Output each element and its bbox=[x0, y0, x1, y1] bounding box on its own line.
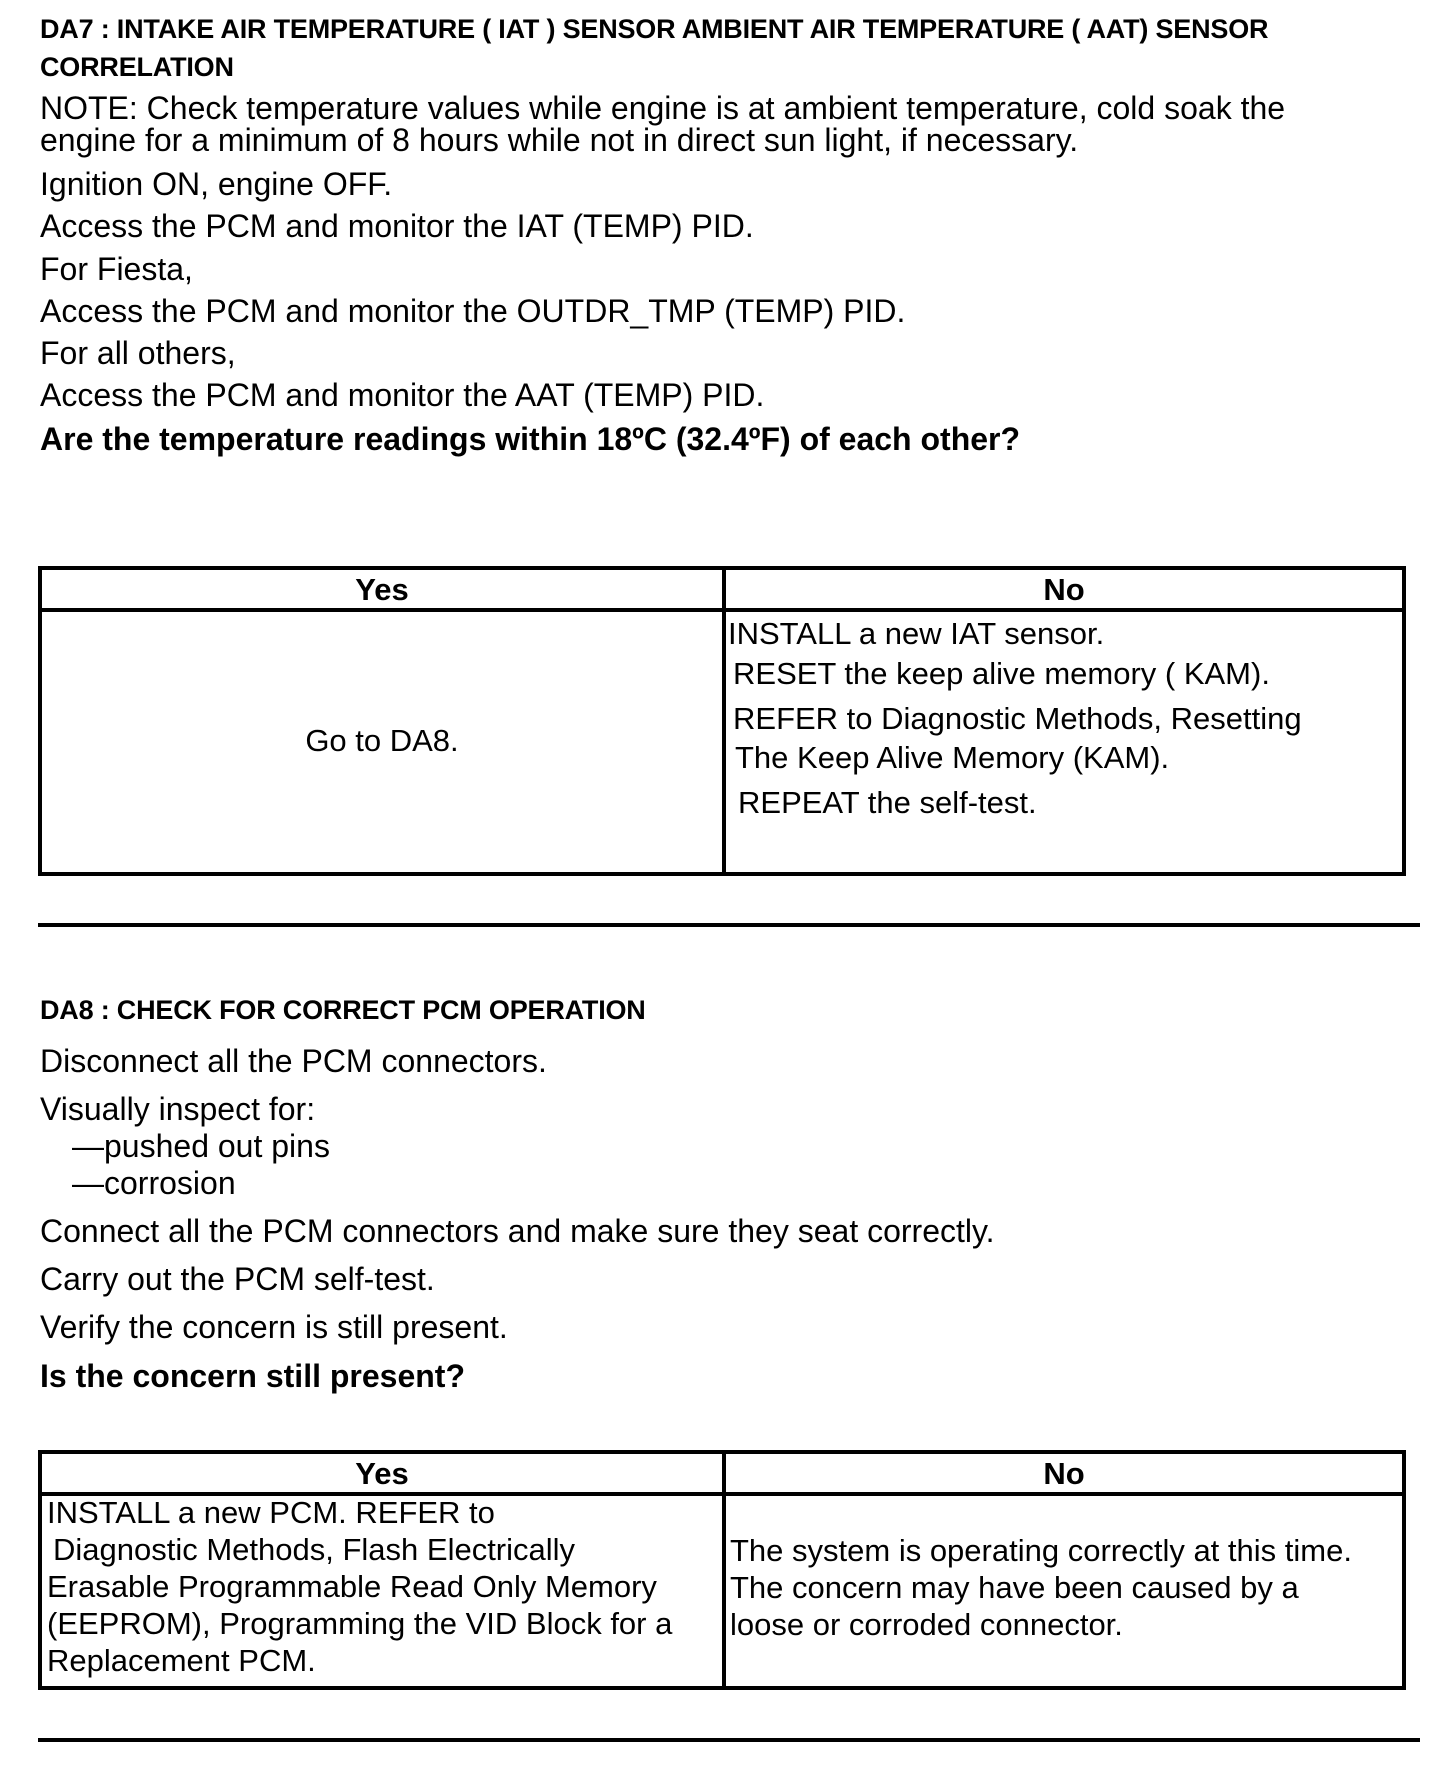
da7-answer-table bbox=[38, 566, 1406, 876]
da7-step-all-others: For all others, bbox=[40, 335, 236, 371]
da7-no-header: No bbox=[1043, 572, 1085, 607]
da7-step-ignition: Ignition ON, engine OFF. bbox=[40, 166, 393, 202]
da7-step-fiesta: For Fiesta, bbox=[40, 251, 193, 287]
da8-no-cell-line-1: The system is operating correctly at this time. bbox=[730, 1533, 1352, 1568]
da7-note-line-2: engine for a minimum of 8 hours while not in direct sun light, if necessary. bbox=[40, 122, 1079, 158]
da8-column-divider bbox=[722, 1454, 726, 1686]
da7-no-cell-line-1: INSTALL a new IAT sensor. bbox=[728, 616, 1105, 651]
da8-no-cell-line-3: loose or corroded connector. bbox=[730, 1607, 1123, 1642]
da7-step-aat-pid: Access the PCM and monitor the AAT (TEMP) PID. bbox=[40, 377, 765, 413]
da8-question: Is the concern still present? bbox=[40, 1358, 465, 1394]
da8-step-connect: Connect all the PCM connectors and make sure they seat correctly. bbox=[40, 1213, 995, 1249]
da8-inspect-pins: —pushed out pins bbox=[72, 1128, 330, 1164]
da8-no-header: No bbox=[1043, 1456, 1085, 1491]
da8-yes-cell-line-2: Diagnostic Methods, Flash Electrically bbox=[53, 1532, 576, 1567]
da8-answer-table bbox=[38, 1450, 1406, 1690]
da7-title: DA7 : INTAKE AIR TEMPERATURE ( IAT ) SENSOR AMBIENT AIR TEMPERATURE ( AAT) SENSOR CORRELATION bbox=[40, 14, 1269, 82]
da8-yes-cell-line-5: Replacement PCM. bbox=[47, 1643, 316, 1678]
section-divider-1 bbox=[38, 923, 1420, 927]
da8-no-cell-line-2: The concern may have been caused by a bbox=[730, 1570, 1299, 1605]
da8-yes-header: Yes bbox=[355, 1456, 409, 1491]
da7-no-cell-line-5: REPEAT the self-test. bbox=[738, 785, 1037, 820]
da8-title: DA8 : CHECK FOR CORRECT PCM OPERATION bbox=[40, 995, 646, 1025]
da7-column-divider bbox=[722, 570, 726, 872]
da7-step-outdr-pid: Access the PCM and monitor the OUTDR_TMP (TEMP) PID. bbox=[40, 293, 906, 329]
da7-no-cell-line-2: RESET the keep alive memory ( KAM). bbox=[733, 656, 1270, 691]
da8-step-verify: Verify the concern is still present. bbox=[40, 1309, 508, 1345]
da8-yes-cell-line-1: INSTALL a new PCM. REFER to bbox=[47, 1495, 495, 1530]
da7-no-cell-line-4: The Keep Alive Memory (KAM). bbox=[735, 740, 1170, 775]
da7-no-cell-line-3: REFER to Diagnostic Methods, Resetting bbox=[733, 701, 1302, 736]
da8-yes-cell-line-4: (EEPROM), Programming the VID Block for a bbox=[47, 1606, 673, 1641]
da8-inspect-corrosion: —corrosion bbox=[72, 1165, 236, 1201]
da8-step-inspect: Visually inspect for: bbox=[40, 1091, 316, 1127]
da7-yes-cell: Go to DA8. bbox=[305, 723, 459, 758]
section-divider-2 bbox=[38, 1738, 1420, 1742]
da7-question: Are the temperature readings within 18ºC (32.4ºF) of each other? bbox=[40, 421, 1021, 457]
da8-yes-cell-line-3: Erasable Programmable Read Only Memory bbox=[47, 1569, 657, 1604]
da8-step-self-test: Carry out the PCM self-test. bbox=[40, 1261, 435, 1297]
da8-step-disconnect: Disconnect all the PCM connectors. bbox=[40, 1043, 547, 1079]
da7-yes-header: Yes bbox=[355, 572, 409, 607]
da7-note-line-1: NOTE: Check temperature values while engine is at ambient temperature, cold soak the bbox=[40, 90, 1286, 126]
da7-step-iat-pid: Access the PCM and monitor the IAT (TEMP) PID. bbox=[40, 208, 754, 244]
